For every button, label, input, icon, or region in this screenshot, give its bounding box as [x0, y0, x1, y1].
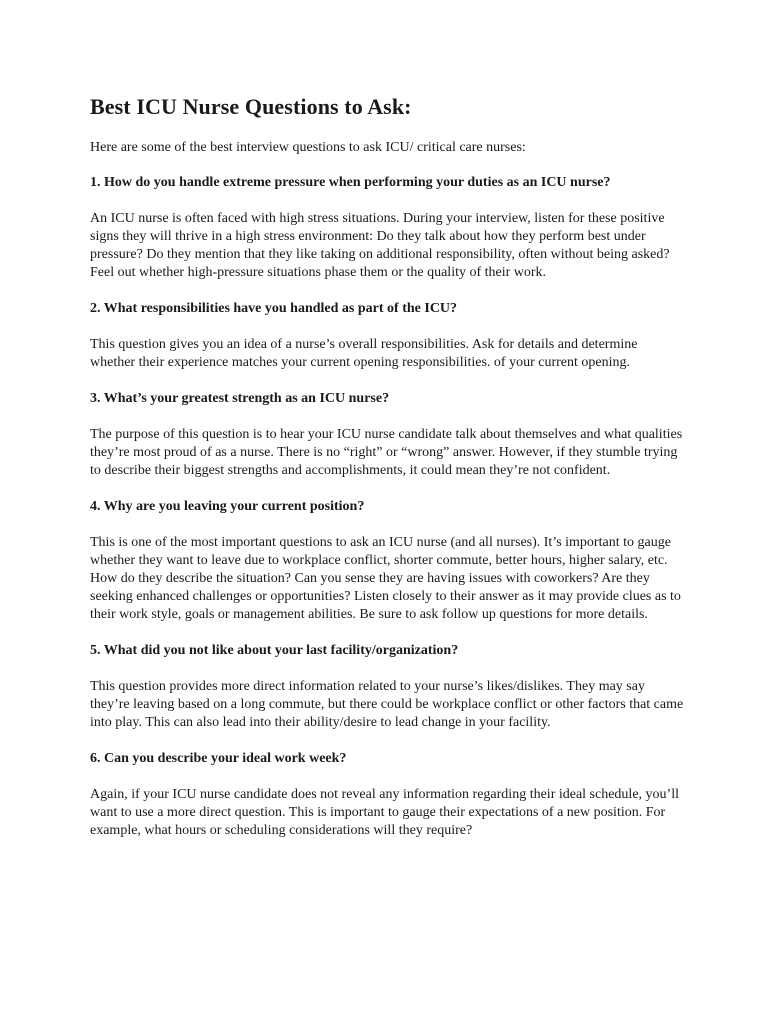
answer-6: Again, if your ICU nurse candidate does not reveal any information regarding their ideal schedule, you’ll want to use a more direct question. This is important to gauge their expectations of a new position. For example, what hours or scheduling considerations will they require?	[90, 787, 679, 838]
answer-1: An ICU nurse is often faced with high stress situations. During your interview, listen for these positive signs they will thrive in a high stress environment: Do they talk about how they perform best under pressure? Do they mention that they like taking on additional responsibility, often without being asked? Feel out whether high-pressure situations phase them or the quality of their work.	[90, 211, 670, 280]
question-4: 4. Why are you leaving your current position?	[90, 499, 365, 514]
answer-4: This is one of the most important questions to ask an ICU nurse (and all nurses). It’s important to gauge whether they want to leave due to workplace conflict, shorter commute, better hours, higher salary, etc. How do they describe the situation? Can you sense they are having issues with coworkers? Are they seeking enhanced challenges or opportunities? Listen closely to their answer as it may provide clues as to their work style, goals or management abilities. Be sure to ask follow up questions for more details.	[90, 535, 681, 622]
question-2: 2. What responsibilities have you handled as part of the ICU?	[90, 301, 458, 316]
document-page	[90, 93, 684, 858]
answer-3: The purpose of this question is to hear your ICU nurse candidate talk about themselves and what qualities they’re most proud of as a nurse. There is no “right” or “wrong” answer. However, if they stumble trying to describe their biggest strengths and accomplishments, it could mean they’re not confident.	[90, 427, 683, 478]
answer-2: This question gives you an idea of a nurse’s overall responsibilities. Ask for details and determine whether their experience matches your current opening responsibilities. of your current opening.	[90, 337, 638, 370]
question-5: 5. What did you not like about your last facility/organization?	[90, 643, 459, 658]
question-3: 3. What’s your greatest strength as an ICU nurse?	[90, 391, 390, 406]
document-title: Best ICU Nurse Questions to Ask:	[90, 94, 412, 119]
intro-paragraph: Here are some of the best interview questions to ask ICU/ critical care nurses:	[90, 140, 526, 155]
question-6: 6. Can you describe your ideal work week?	[90, 751, 347, 766]
answer-5: This question provides more direct information related to your nurse’s likes/dislikes. They may say they’re leaving based on a long commute, but there could be workplace conflict or other factors that came into play. This can also lead into their ability/desire to lead change in your facility.	[90, 679, 684, 730]
question-1: 1. How do you handle extreme pressure when performing your duties as an ICU nurse?	[90, 175, 611, 190]
